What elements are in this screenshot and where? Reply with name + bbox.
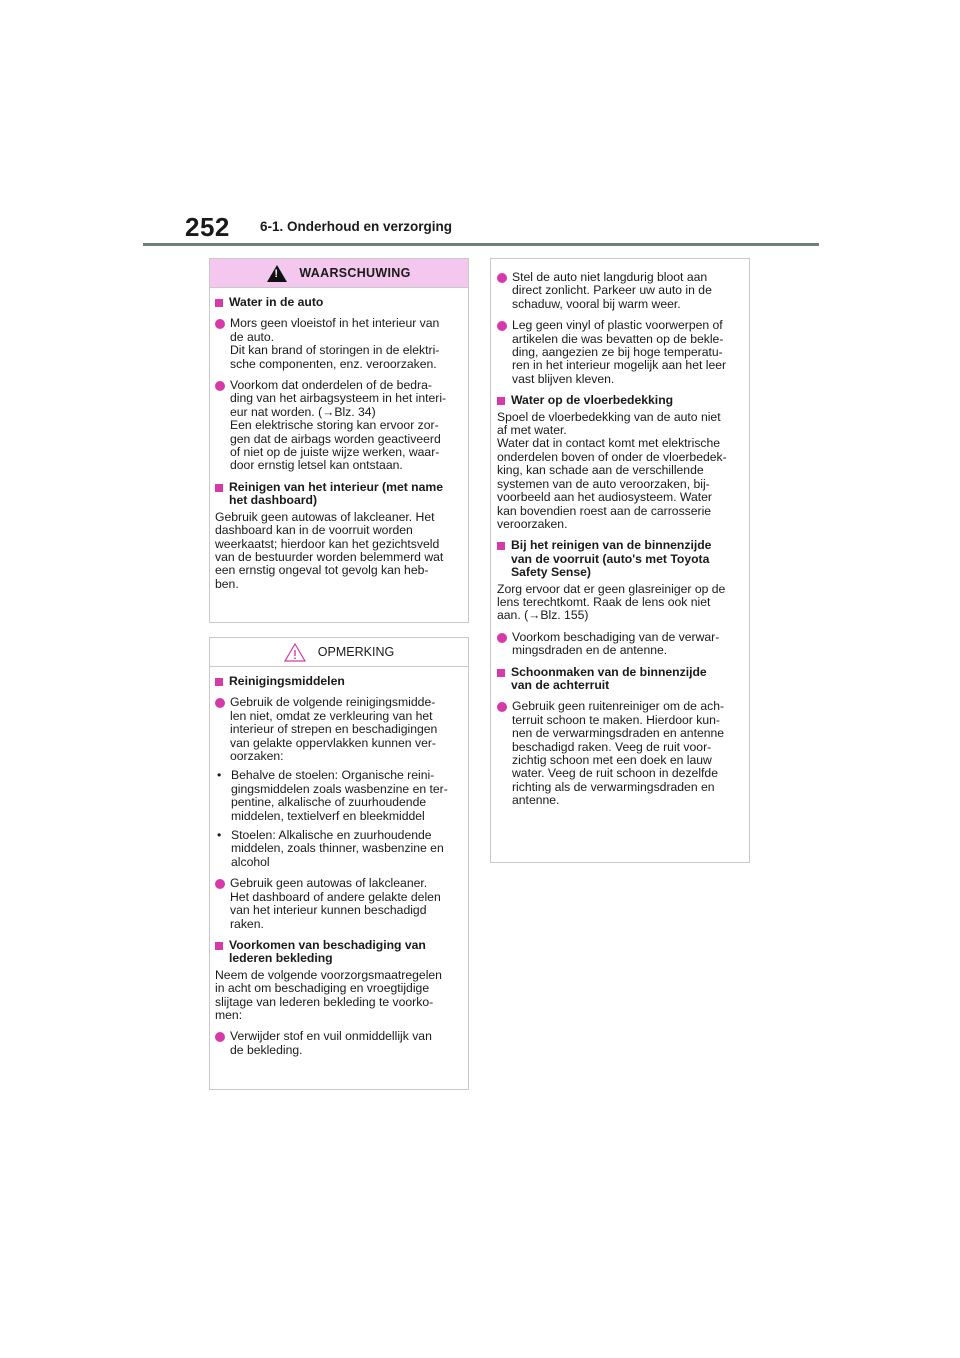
bullet-text: Voorkom beschadiging van de verwar- mingsdraden en de antenne. (512, 629, 720, 658)
bullet-item (215, 317, 456, 371)
sub-list-item (215, 769, 456, 823)
header-rule (143, 243, 819, 246)
warning-header (210, 259, 468, 288)
bullet-item (497, 700, 739, 807)
section-heading (497, 539, 739, 579)
notice-body (210, 667, 468, 1065)
warning-box (209, 258, 469, 623)
bullet-item (497, 319, 739, 386)
bullet-text: Mors geen vloeistof in het interieur van de auto. Dit kan brand of storingen in de elektri- sche componenten, enz. veroorzaken. (230, 316, 440, 371)
paragraph: Gebruik geen autowas of lakcleaner. Het dashboard kan in de voorruit worden weerkaatst; hierdoor kan het gezichtsveld van de bestuurder worden belemmerd wat een ernstig ongeval tot gevolg kan heb- ben. (215, 509, 444, 591)
heading-text: Reinigingsmiddelen (229, 674, 345, 688)
warning-body (210, 288, 468, 599)
bullet-item (215, 696, 456, 763)
circle-bullet-icon (497, 321, 507, 331)
bullet-text: Verwijder stof en vuil onmiddellijk van de bekleding. (230, 1029, 432, 1057)
caution-triangle-icon (284, 643, 306, 662)
notice-box (209, 637, 469, 1090)
small-bullet-icon: • (217, 768, 222, 783)
section-heading (215, 296, 456, 309)
bullet-text: Stel de auto niet langdurig bloot aan direct zonlicht. Parkeer uw auto in de schaduw, vooral bij warm weer. (512, 270, 712, 311)
section-heading (215, 939, 456, 966)
heading-text: Voorkomen van beschadiging van lederen bekleding (229, 937, 426, 966)
bullet-item (497, 271, 739, 311)
continuation-body (491, 259, 749, 816)
paragraph: Neem de volgende voorzorgsmaatregelen in acht om beschadiging en vroegtijdige slijtage van lederen bekleding te voorko- men: (215, 967, 442, 1022)
bullet-text: Gebruik de volgende reinigingsmidde- len niet, omdat ze verkleuring van het interieur of strepen en beschadigingen van gelakte oppervlakken kunnen ver- oorzaken: (230, 695, 438, 764)
sub-item-text: Behalve de stoelen: Organische reini- gingsmiddelen zoals wasbenzine en ter- pentine, alkalische of zuurhoudende middelen, textielverf en bleekmiddel (231, 768, 448, 823)
sub-item-text: Stoelen: Alkalische en zuurhoudende middelen, zoals thinner, wasbenzine en alcohol (231, 828, 444, 869)
continuation-box (490, 258, 750, 863)
circle-bullet-icon (215, 381, 225, 391)
sub-list-item (215, 829, 456, 869)
notice-title: OPMERKING (317, 645, 395, 659)
heading-text: Bij het reinigen van de binnenzijde van de voorruit (auto's met Toyota Safety Sense) (511, 538, 712, 580)
warning-triangle-icon (267, 265, 287, 282)
circle-bullet-icon (215, 319, 225, 329)
section-heading (497, 666, 739, 693)
section-heading (215, 675, 456, 688)
paragraph: Spoel de vloerbedekking van de auto niet af met water. Water dat in contact komt met elektrische onderdelen boven of onder de vloerbedek- king, kan schade aan de verschillende systemen van de auto veroorzaken, bij- voorbeeld aan het audiosysteem. Water kan bovendien roest aan de carrosserie veroorzaken. (497, 409, 727, 531)
heading-text: Reinigen van het interieur (met name het dashboard) (229, 479, 444, 508)
section-heading (497, 394, 739, 407)
square-bullet-icon (215, 299, 223, 307)
square-bullet-icon (497, 669, 505, 677)
warning-title: WAARSCHUWING (299, 266, 411, 280)
circle-bullet-icon (497, 273, 507, 283)
circle-bullet-icon (215, 879, 225, 889)
square-bullet-icon (215, 484, 223, 492)
square-bullet-icon (497, 542, 505, 550)
paragraph: Zorg ervoor dat er geen glasreiniger op de lens terechtkomt. Raak de lens ook niet aan. (→Blz. 155) (497, 581, 726, 623)
square-bullet-icon (215, 678, 223, 686)
section-title: 6-1. Onderhoud en verzorging (260, 219, 453, 234)
bullet-text: Gebruik geen autowas of lakcleaner. Het dashboard of andere gelakte delen van het interieur kunnen beschadigd raken. (230, 876, 441, 931)
circle-bullet-icon (215, 1032, 225, 1042)
page-number: 252 (185, 212, 230, 242)
bullet-text: Gebruik geen ruitenreiniger om de ach- terruit schoon te maken. Hierdoor kun- nen de verwarmingsdraden en antenne beschadigd raken. Veeg de ruit voor- zichtig schoon met een doek en lauw water. Veeg de ruit schoon in dezelfde richting als de verwarmingsdraden en antenne. (512, 699, 725, 808)
bullet-item (215, 877, 456, 931)
heading-text: Water op de vloerbedekking (511, 393, 674, 408)
bullet-item (497, 631, 739, 658)
bullet-item (215, 1030, 456, 1057)
notice-header (210, 638, 468, 667)
circle-bullet-icon (497, 702, 507, 712)
circle-bullet-icon (215, 698, 225, 708)
small-bullet-icon: • (217, 828, 222, 843)
section-heading (215, 481, 456, 508)
square-bullet-icon (497, 397, 505, 405)
square-bullet-icon (215, 942, 223, 950)
circle-bullet-icon (497, 633, 507, 643)
bullet-item (215, 379, 456, 473)
bullet-text: Leg geen vinyl of plastic voorwerpen of artikelen die was bevatten op de bekle- ding, aangezien ze bij hoge temperatu- ren in het interieur mogelijk aan het leer vast blijven kleven. (512, 318, 727, 386)
heading-text: Water in de auto (229, 295, 324, 309)
heading-text: Schoonmaken van de binnenzijde van de achterruit (511, 664, 707, 692)
bullet-text: Voorkom dat onderdelen of de bedra- ding van het airbagsysteem in het interi- eur nat worden. (→Blz. 34) Een elektrische storing kan ervoor zor- gen dat de airbags worden geactiveerd of niet op de juiste wijze werken, waar- door ernstig letsel kan ontstaan. (230, 378, 447, 473)
